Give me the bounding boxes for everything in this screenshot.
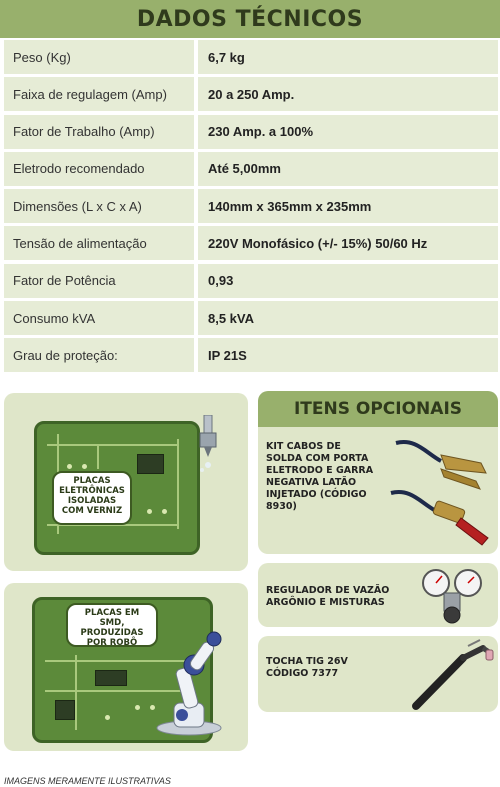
spec-row: [4, 264, 498, 298]
gas-regulator-icon: [418, 567, 498, 625]
spec-row: [4, 301, 498, 335]
spec-row: [4, 40, 498, 74]
optional-item-text: REGULADOR DE VAZÃO ARGÔNIO E MISTURAS: [266, 585, 390, 608]
feature-panel-varnish: [4, 393, 248, 571]
spec-row: [4, 338, 498, 372]
spec-label: Peso (Kg): [4, 40, 194, 74]
spec-value: 20 a 250 Amp.: [198, 77, 498, 111]
optional-item-regulator: [258, 563, 498, 627]
robot-arm-icon: [144, 623, 234, 738]
spec-value: 8,5 kVA: [198, 301, 498, 335]
footnote: IMAGENS MERAMENTE ILUSTRATIVAS: [4, 776, 171, 786]
optional-item-text: TOCHA TIG 26V CÓDIGO 7377: [266, 656, 348, 679]
optional-item-text: KIT CABOS DE SOLDA COM PORTA ELETRODO E GARRA NEGATIVA LATÃO INJETADO (CÓDIGO 8930): [266, 441, 374, 512]
spec-value: 6,7 kg: [198, 40, 498, 74]
spec-value: Até 5,00mm: [198, 152, 498, 186]
feature-panel-smd: [4, 583, 248, 751]
page-title: DADOS TÉCNICOS: [136, 6, 364, 32]
spec-label: Dimensões (L x C x A): [4, 189, 194, 223]
spec-row: [4, 226, 498, 260]
title-bar: [0, 0, 500, 38]
spec-label: Fator de Potência: [4, 264, 194, 298]
spec-value: 220V Monofásico (+/- 15%) 50/60 Hz: [198, 226, 498, 260]
spec-row: [4, 189, 498, 223]
feature-badge-smd: PLACAS EM SMD, PRODUZIDAS POR ROBÔ: [66, 603, 158, 647]
optional-item-cables: [258, 427, 498, 554]
spec-value: 0,93: [198, 264, 498, 298]
feature-badge-varnish: PLACAS ELETRÔNICAS ISOLADAS COM VERNIZ: [52, 471, 132, 525]
spec-value: 230 Amp. a 100%: [198, 115, 498, 149]
spec-value: 140mm x 365mm x 235mm: [198, 189, 498, 223]
welding-cables-icon: [386, 433, 498, 551]
spec-row: [4, 115, 498, 149]
optionals-title-bar: [258, 391, 498, 427]
spec-row: [4, 152, 498, 186]
spec-label: Faixa de regulagem (Amp): [4, 77, 194, 111]
specs-table: [4, 40, 498, 376]
spec-label: Eletrodo recomendado: [4, 152, 194, 186]
spec-value: IP 21S: [198, 338, 498, 372]
spray-nozzle-icon: [184, 415, 224, 475]
spec-label: Grau de proteção:: [4, 338, 194, 372]
tig-torch-icon: [408, 636, 498, 712]
spec-label: Fator de Trabalho (Amp): [4, 115, 194, 149]
optionals-title: ITENS OPCIONAIS: [293, 399, 463, 419]
spec-label: Consumo kVA: [4, 301, 194, 335]
optional-item-torch: [258, 636, 498, 712]
spec-label: Tensão de alimentação: [4, 226, 194, 260]
spec-row: [4, 77, 498, 111]
